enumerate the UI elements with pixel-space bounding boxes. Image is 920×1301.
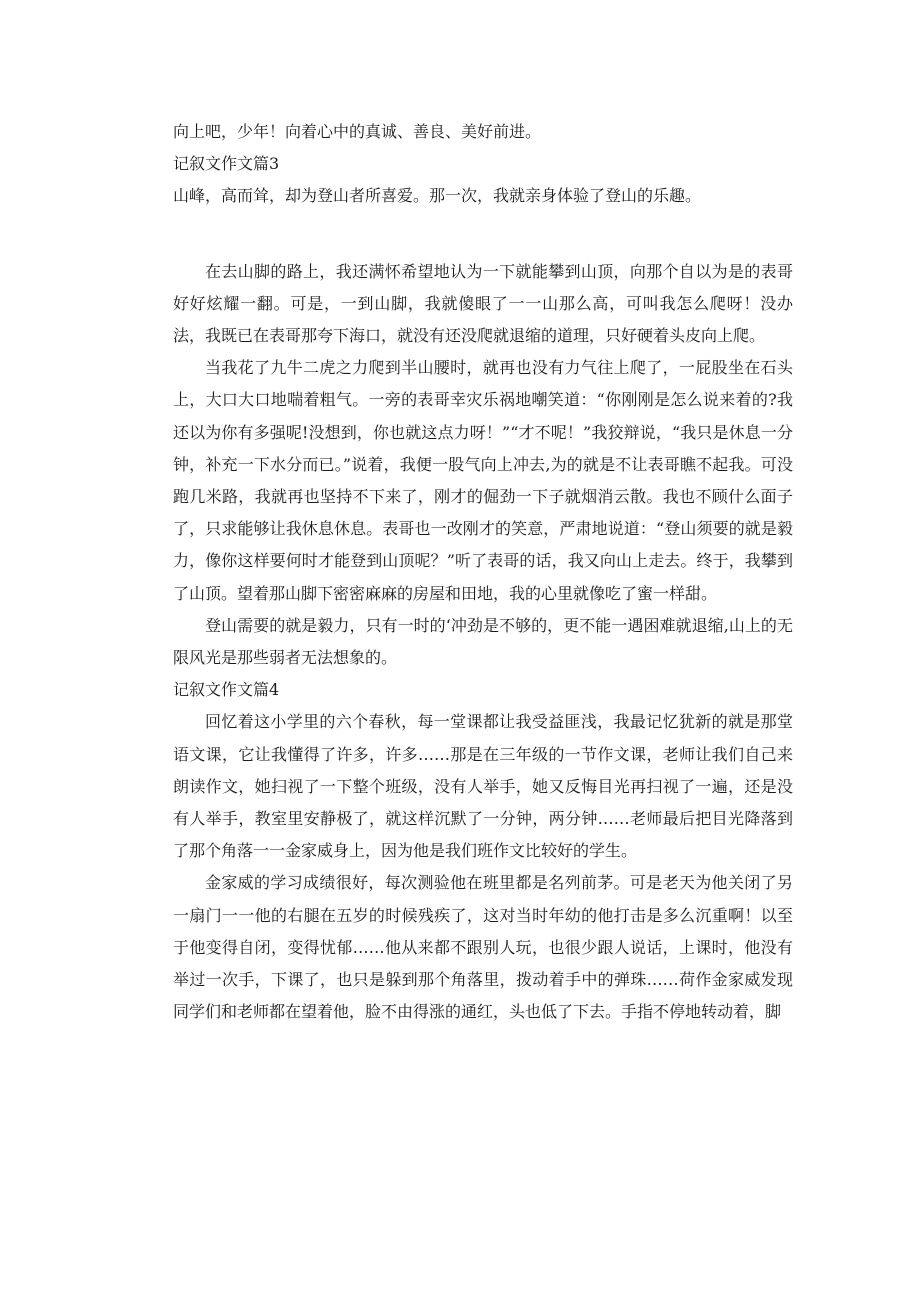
paragraph-gap	[173, 213, 793, 256]
section-3-lead: 山峰，高而耸，却为登山者所喜爱。那一次，我就亲身体验了登山的乐趣。	[173, 186, 702, 206]
section-3-paragraph-2: 当我花了九牛二虎之力爬到半山腰时，就再也没有力气往上爬了，一屁股坐在石头上，大口大口地喘着粗气。一旁的表哥幸灾乐祸地嘲笑道：“你刚刚是怎么说来着的?我还以为你有多强呢!没想到，你也就这点力呀！”“才不呢！”我狡辩说，“我只是休息一分钟，补充一下水分而已。”说着，我便一股气向上冲去,为的就是不让表哥瞧不起我。可没跑几米路，我就再也坚持不下来了，刚才的倔劲一下子就烟消云散。我也不顾什么面子了，只求能够让我休息休息。表哥也一改刚才的笑意，严肃地说道：“登山须要的就是毅力，像你这样要何时才能登到山顶呢？”听了表哥的话，我又向山上走去。终于，我攀到了山顶。望着那山脚下密密麻麻的房屋和田地，我的心里就像吃了蜜一样甜。	[173, 358, 793, 603]
section-3-paragraph-3: 登山需要的就是毅力，只有一时的‘冲劲是不够的，更不能一遇困难就退缩,山上的无限风光是那些弱者无法想象的。	[173, 615, 793, 668]
section-3-heading: 记叙文作文篇3	[173, 154, 280, 174]
section-3-paragraph-1: 在去山脚的路上，我还满怀希望地认为一下就能攀到山顶，向那个自以为是的表哥好好炫耀一翻。可是，一到山脚，我就傻眼了一一山那么高，可叫我怎么爬呀！没办法，我既已在表哥那夸下海口，就没有还没爬就退缩的道理，只好硬着头皮向上爬。	[173, 261, 793, 346]
document-body	[173, 116, 793, 1028]
section-4-paragraph-1: 回忆着这小学里的六个春秋，每一堂课都让我受益匪浅，我最记忆犹新的就是那堂语文课，它让我懂得了许多，许多……那是在三年级的一节作文课，老师让我们自己来朗读作文，她扫视了一下整个班级，没有人举手，她又反悔目光再扫视了一遍，还是没有人举手，教室里安静极了，就这样沉默了一分钟，两分钟……老师最后把目光降落到了那个角落一一金家威身上，因为他是我们班作文比较好的学生。	[173, 712, 793, 861]
intro-line: 向上吧，少年！向着心中的真诚、善良、美好前进。	[173, 122, 542, 141]
section-4-paragraph-2: 金家威的学习成绩很好，每次测验他在班里都是名列前茅。可是老天为他关闭了另一扇门一一他的右腿在五岁的时候残疾了，这对当时年幼的他打击是多么沉重啊！以至于他变得自闭，变得忧郁……他从来都不跟别人玩，也很少跟人说话，上课时，他没有举过一次手，下课了，也只是躲到那个角落里，拨动着手中的弹珠……荷作金家威发现同学们和老师都在望着他，脸不由得涨的通红，头也低了下去。手指不停地转动着，脚	[173, 873, 793, 1022]
section-4-heading: 记叙文作文篇4	[173, 680, 280, 700]
